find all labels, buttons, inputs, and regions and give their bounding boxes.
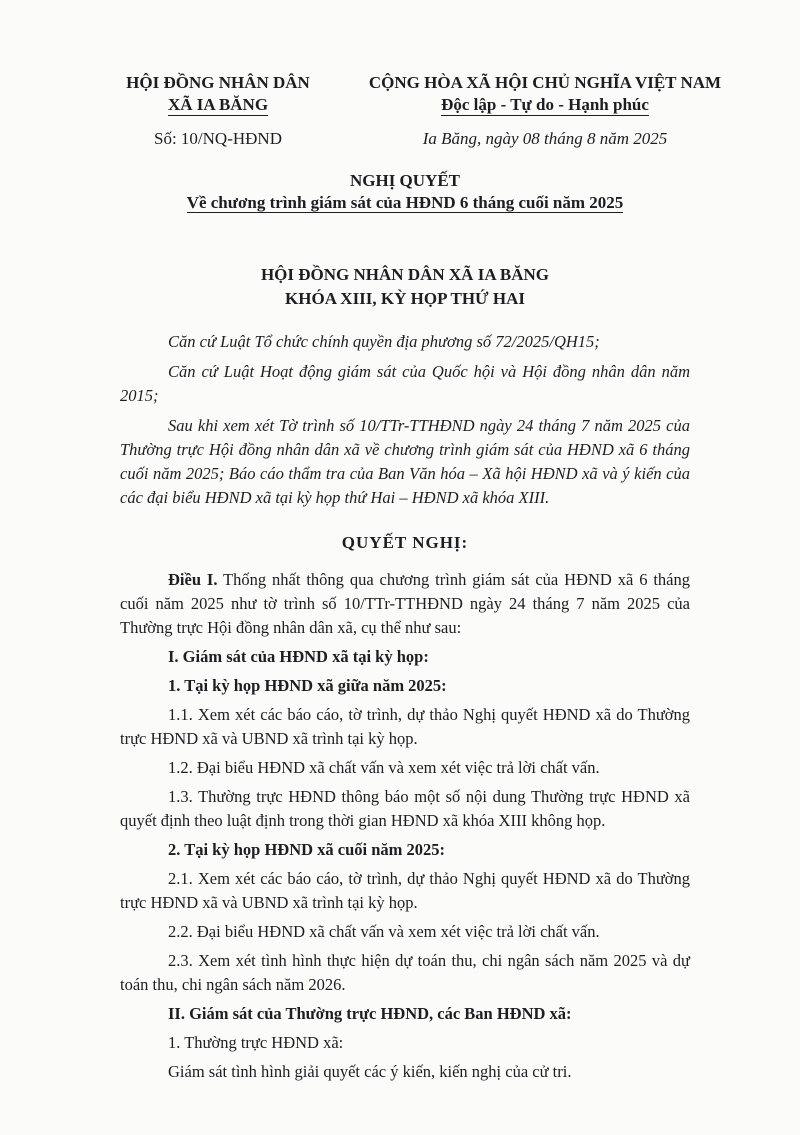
paragraph: 1. Thường trực HĐND xã:	[168, 1033, 344, 1052]
paragraph: Giám sát tình hình giải quyết các ý kiến, kiến nghị của cử tri.	[168, 1062, 572, 1081]
decision-heading: QUYẾT NGHỊ:	[341, 533, 469, 552]
issuing-body-line2: XÃ IA BĂNG	[167, 95, 269, 114]
resolution-body	[120, 568, 690, 1089]
document-number: Số: 10/NQ-HĐND	[154, 129, 282, 148]
issuer-line2: KHÓA XIII, KỲ HỌP THỨ HAI	[285, 289, 525, 308]
issuer-block	[100, 263, 710, 311]
paragraph: 2.2. Đại biểu HĐND xã chất vấn và xem xét việc trả lời chất vấn.	[168, 922, 600, 941]
paragraph: 1.3. Thường trực HĐND thông báo một số nội dung Thường trực HĐND xã quyết định theo luật định trong thời gian HĐND xã khóa XIII không họp.	[120, 787, 690, 830]
national-motto: Độc lập - Tự do - Hạnh phúc	[441, 95, 649, 114]
place-date: Ia Băng, ngày 08 tháng 8 năm 2025	[422, 129, 668, 148]
basis-item: Sau khi xem xét Tờ trình số 10/TTr-TTHĐND ngày 24 tháng 7 năm 2025 của Thường trực Hội đồng nhân dân xã về chương trình giám sát của HĐND xã 6 tháng cuối năm 2025; Báo cáo thẩm tra của Ban Văn hóa – Xã hội HĐND xã và ý kiến của các đại biểu HĐND xã tại kỳ họp thứ Hai – HĐND xã khóa XIII.	[120, 416, 690, 507]
document-title-block	[100, 170, 710, 214]
subsection-heading: 1. Tại kỳ họp HĐND xã giữa năm 2025:	[168, 676, 447, 695]
section-heading: II. Giám sát của Thường trực HĐND, các Ban HĐND xã:	[168, 1004, 572, 1023]
basis-item: Căn cứ Luật Tổ chức chính quyền địa phương số 72/2025/QH15;	[168, 332, 600, 351]
section-heading: I. Giám sát của HĐND xã tại kỳ họp:	[168, 647, 429, 666]
document-title: NGHỊ QUYẾT	[349, 171, 461, 190]
issuing-body-line1: HỘI ĐỒNG NHÂN DÂN	[126, 73, 310, 92]
subsection-heading: 2. Tại kỳ họp HĐND xã cuối năm 2025:	[168, 840, 446, 859]
paragraph: 1.2. Đại biểu HĐND xã chất vấn và xem xét việc trả lời chất vấn.	[168, 758, 600, 777]
paragraph: 1.1. Xem xét các báo cáo, tờ trình, dự thảo Nghị quyết HĐND xã do Thường trực HĐND xã và UBND xã trình tại kỳ họp.	[120, 705, 690, 748]
paragraph: 2.1. Xem xét các báo cáo, tờ trình, dự thảo Nghị quyết HĐND xã do Thường trực HĐND xã và UBND xã trình tại kỳ họp.	[120, 869, 690, 912]
issuing-body-block	[118, 72, 318, 150]
document-subtitle: Về chương trình giám sát của HĐND 6 tháng cuối năm 2025	[186, 193, 624, 212]
article-1	[120, 568, 690, 640]
article-1-text: Thống nhất thông qua chương trình giám sát của HĐND xã 6 tháng cuối năm 2025 như tờ trình số 10/TTr-TTHĐND ngày 24 tháng 7 năm 2025 của Thường trực Hội đồng nhân dân xã, cụ thể như sau:	[120, 570, 690, 637]
national-title-block	[355, 72, 735, 150]
legal-basis	[120, 330, 690, 516]
issuer-line1: HỘI ĐỒNG NHÂN DÂN XÃ IA BĂNG	[260, 265, 550, 284]
basis-item: Căn cứ Luật Hoạt động giám sát của Quốc hội và Hội đồng nhân dân năm 2015;	[120, 362, 690, 405]
article-1-label: Điều I.	[168, 570, 218, 589]
country-name: CỘNG HÒA XÃ HỘI CHỦ NGHĨA VIỆT NAM	[368, 73, 722, 92]
paragraph: 2.3. Xem xét tình hình thực hiện dự toán thu, chi ngân sách năm 2025 và dự toán thu, chi ngân sách năm 2026.	[120, 951, 690, 994]
